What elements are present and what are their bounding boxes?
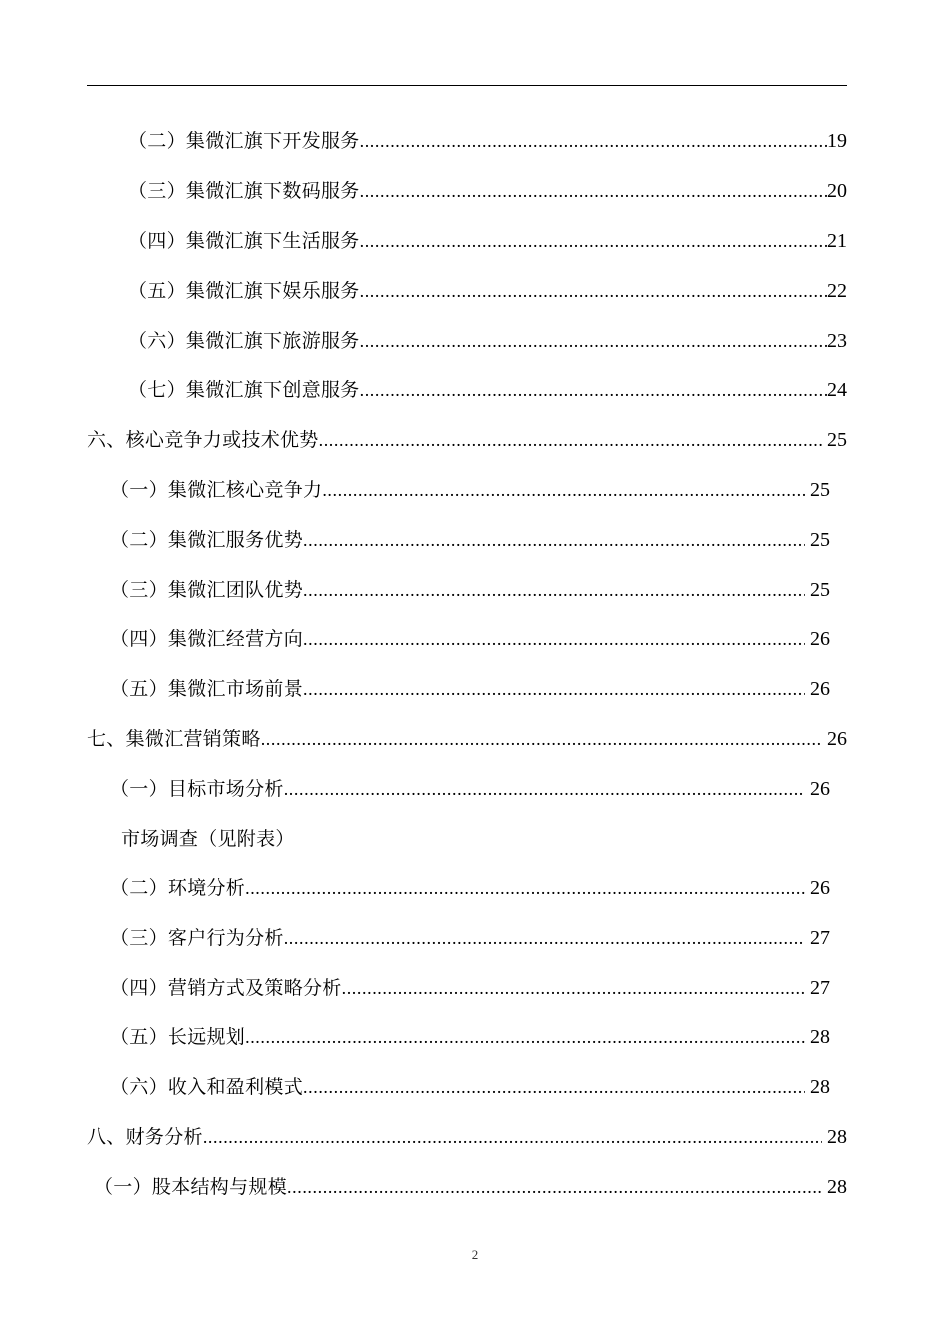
toc-entry-page: 26 — [810, 877, 830, 899]
toc-entry-page: 28 — [827, 1176, 847, 1198]
toc-dot-leader — [261, 724, 822, 754]
toc-dot-leader — [319, 425, 822, 455]
toc-dot-leader — [203, 1122, 822, 1152]
toc-dot-leader — [284, 923, 805, 953]
toc-entry-title: 六、核心竞争力或技术优势 — [87, 429, 319, 451]
toc-dot-leader — [360, 176, 827, 206]
toc-entry-title: （二）环境分析 — [110, 877, 246, 899]
header-rule — [87, 85, 847, 86]
toc-dot-leader — [360, 326, 827, 356]
toc-entry[interactable] — [110, 973, 830, 1003]
toc-entry[interactable] — [128, 326, 847, 356]
toc-dot-leader — [245, 873, 805, 903]
toc-entry[interactable] — [110, 674, 830, 704]
toc-entry-page: 25 — [810, 479, 830, 501]
toc-entry[interactable] — [128, 176, 847, 206]
toc-entry-page: 24 — [827, 379, 847, 401]
toc-entry-page: 23 — [827, 330, 847, 352]
toc-entry[interactable] — [110, 774, 830, 804]
toc-dot-leader — [303, 624, 805, 654]
toc-entry-title: （五）长远规划 — [110, 1026, 246, 1048]
toc-entry-page: 20 — [827, 180, 847, 202]
toc-entry-title: （七）集微汇旗下创意服务 — [128, 379, 360, 401]
toc-entry-title: （五）集微汇旗下娱乐服务 — [128, 280, 360, 302]
toc-entry-title: （一）集微汇核心竞争力 — [110, 479, 323, 501]
toc-entry-page: 28 — [810, 1076, 830, 1098]
toc-chapter-entry[interactable] — [87, 724, 847, 754]
toc-entry-page: 25 — [810, 529, 830, 551]
toc-entry-title: （三）集微汇旗下数码服务 — [128, 180, 360, 202]
toc-dot-leader — [360, 276, 827, 306]
toc-entry-page: 25 — [810, 579, 830, 601]
toc-dot-leader — [342, 973, 805, 1003]
toc-entry-title: （三）客户行为分析 — [110, 927, 284, 949]
toc-dot-leader — [360, 126, 827, 156]
toc-entry-title: 八、财务分析 — [87, 1126, 203, 1148]
toc-entry-title: （五）集微汇市场前景 — [110, 678, 304, 700]
page-number: 2 — [471, 1247, 479, 1262]
toc-entry[interactable] — [110, 475, 830, 505]
toc-entry-page: 27 — [810, 927, 830, 949]
toc-entry[interactable] — [110, 1022, 830, 1052]
toc-entry[interactable] — [110, 624, 830, 654]
toc-entry[interactable] — [128, 276, 847, 306]
toc-entry-title: （二）集微汇旗下开发服务 — [128, 130, 360, 152]
toc-entry[interactable] — [94, 1172, 847, 1202]
toc-entry-title: （四）营销方式及策略分析 — [110, 977, 342, 999]
toc-chapter-entry[interactable] — [87, 1122, 847, 1152]
toc-entry-page: 21 — [827, 230, 847, 252]
toc-dot-leader — [284, 774, 805, 804]
toc-entry-title: （六）收入和盈利模式 — [110, 1076, 304, 1098]
toc-dot-leader — [360, 226, 827, 256]
toc-entry-page: 26 — [810, 678, 830, 700]
toc-dot-leader — [287, 1172, 822, 1202]
toc-note-line — [121, 824, 721, 854]
toc-entry-page: 28 — [810, 1026, 830, 1048]
toc-entry[interactable] — [128, 375, 847, 405]
toc-note-text: 市场调查（见附表） — [121, 828, 295, 850]
toc-entry-page: 19 — [827, 130, 847, 152]
toc-entry-page: 22 — [827, 280, 847, 302]
toc-entry-title: 七、集微汇营销策略 — [87, 728, 261, 750]
toc-entry[interactable] — [110, 1072, 830, 1102]
toc-entry-title: （二）集微汇服务优势 — [110, 529, 304, 551]
toc-entry-page: 28 — [827, 1126, 847, 1148]
toc-dot-leader — [303, 575, 805, 605]
toc-entry-page: 26 — [810, 778, 830, 800]
toc-entry-page: 26 — [810, 628, 830, 650]
toc-entry[interactable] — [110, 525, 830, 555]
toc-entry[interactable] — [110, 923, 830, 953]
toc-dot-leader — [303, 525, 805, 555]
toc-dot-leader — [360, 375, 827, 405]
toc-entry[interactable] — [110, 575, 830, 605]
toc-entry-title: （一）目标市场分析 — [110, 778, 284, 800]
toc-chapter-entry[interactable] — [87, 425, 847, 455]
toc-entry-page: 27 — [810, 977, 830, 999]
toc-entry[interactable] — [110, 873, 830, 903]
toc-entry-title: （一）股本结构与规模 — [94, 1176, 288, 1198]
toc-entry[interactable] — [128, 126, 847, 156]
toc-entry-title: （四）集微汇旗下生活服务 — [128, 230, 360, 252]
toc-entry-title: （四）集微汇经营方向 — [110, 628, 304, 650]
toc-dot-leader — [245, 1022, 805, 1052]
toc-entry[interactable] — [128, 226, 847, 256]
toc-entry-title: （六）集微汇旗下旅游服务 — [128, 330, 360, 352]
toc-entry-title: （三）集微汇团队优势 — [110, 579, 304, 601]
toc-dot-leader — [322, 475, 805, 505]
toc-entry-page: 25 — [827, 429, 847, 451]
toc-entry-page: 26 — [827, 728, 847, 750]
toc-dot-leader — [303, 1072, 805, 1102]
toc-dot-leader — [303, 674, 805, 704]
